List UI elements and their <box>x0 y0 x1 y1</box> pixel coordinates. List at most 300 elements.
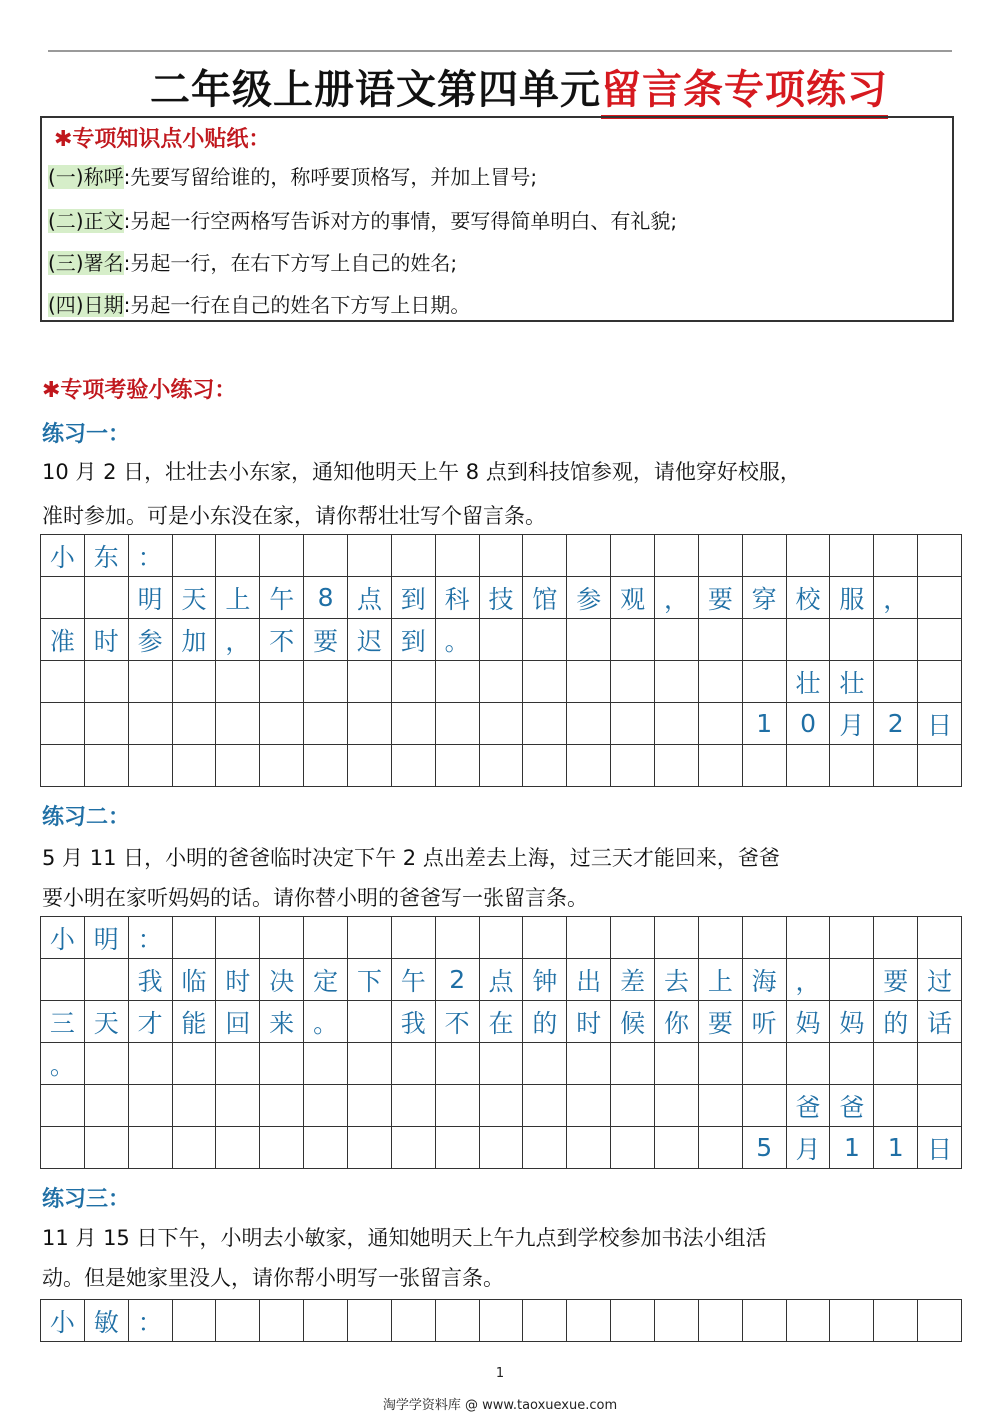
grid-cell[interactable] <box>699 619 743 661</box>
grid-cell[interactable]: 技 <box>480 577 524 619</box>
grid-cell[interactable] <box>523 1127 567 1169</box>
grid-cell[interactable] <box>918 577 962 619</box>
grid-cell[interactable] <box>260 661 304 703</box>
grid-row <box>41 1001 962 1043</box>
grid-cell[interactable] <box>611 1127 655 1169</box>
grid-cell[interactable] <box>787 535 831 577</box>
grid-cell[interactable] <box>480 703 524 745</box>
grid-cell[interactable]: 0 <box>787 703 831 745</box>
grid-cell[interactable]: 2 <box>436 959 480 1001</box>
grid-cell[interactable] <box>699 535 743 577</box>
grid-cell[interactable]: 要 <box>699 577 743 619</box>
grid-cell[interactable] <box>129 703 173 745</box>
grid-cell[interactable] <box>348 535 392 577</box>
grid-cell[interactable] <box>655 661 699 703</box>
grid-cell[interactable]: 过 <box>918 959 962 1001</box>
grid-cell[interactable] <box>480 619 524 661</box>
grid-cell[interactable] <box>480 917 524 959</box>
grid-cell[interactable] <box>173 1085 217 1127</box>
grid-cell[interactable] <box>436 1300 480 1342</box>
grid-cell[interactable]: ， <box>655 577 699 619</box>
grid-cell[interactable]: 1 <box>743 703 787 745</box>
grid-cell[interactable]: 出 <box>567 959 611 1001</box>
grid-cell[interactable] <box>918 619 962 661</box>
grid-cell[interactable] <box>787 1043 831 1085</box>
grid-cell[interactable] <box>567 661 611 703</box>
grid-cell[interactable] <box>874 535 918 577</box>
grid-cell[interactable] <box>436 917 480 959</box>
grid-cell[interactable] <box>392 535 436 577</box>
grid-cell[interactable]: 海 <box>743 959 787 1001</box>
grid-cell[interactable] <box>830 1043 874 1085</box>
grid-cell[interactable] <box>129 1043 173 1085</box>
grid-cell[interactable]: 明 <box>85 917 129 959</box>
grid-cell[interactable] <box>567 745 611 787</box>
grid-cell[interactable] <box>304 535 348 577</box>
grid-cell[interactable] <box>699 1043 743 1085</box>
grid-cell[interactable] <box>41 959 85 1001</box>
grid-cell[interactable]: 要 <box>304 619 348 661</box>
grid-cell[interactable] <box>918 535 962 577</box>
grid-cell[interactable] <box>348 1085 392 1127</box>
knowledge-item-text: :先要写留给谁的，称呼要顶格写，并加上冒号; <box>123 165 538 189</box>
grid-cell[interactable] <box>787 619 831 661</box>
grid-cell[interactable] <box>85 661 129 703</box>
grid-cell[interactable]: 日 <box>918 703 962 745</box>
grid-cell[interactable] <box>523 1043 567 1085</box>
grid-cell[interactable]: 妈 <box>830 1001 874 1043</box>
grid-cell[interactable] <box>567 1043 611 1085</box>
grid-cell[interactable] <box>436 1085 480 1127</box>
grid-cell[interactable] <box>260 1085 304 1127</box>
grid-cell[interactable] <box>304 745 348 787</box>
practice-heading: ✱专项考验小练习： <box>42 378 237 403</box>
grid-cell[interactable] <box>655 1127 699 1169</box>
grid-cell[interactable] <box>436 745 480 787</box>
grid-cell[interactable] <box>216 1043 260 1085</box>
grid-cell[interactable] <box>392 1127 436 1169</box>
grid-cell[interactable] <box>611 1085 655 1127</box>
grid-row <box>41 535 962 577</box>
grid-cell[interactable] <box>874 1085 918 1127</box>
grid-cell[interactable]: 穿 <box>743 577 787 619</box>
grid-cell[interactable] <box>348 745 392 787</box>
grid-cell[interactable]: 要 <box>699 1001 743 1043</box>
grid-cell[interactable] <box>436 1127 480 1169</box>
grid-cell[interactable] <box>918 1085 962 1127</box>
grid-cell[interactable]: 参 <box>567 577 611 619</box>
grid-cell[interactable] <box>480 745 524 787</box>
exercise-title: 练习二： <box>42 805 131 830</box>
grid-cell[interactable] <box>918 1300 962 1342</box>
grid-cell[interactable] <box>523 1300 567 1342</box>
grid-cell[interactable] <box>655 619 699 661</box>
grid-cell[interactable]: 明 <box>129 577 173 619</box>
grid-cell[interactable]: 东 <box>85 535 129 577</box>
grid-cell[interactable] <box>436 703 480 745</box>
grid-cell[interactable]: 小 <box>41 1300 85 1342</box>
grid-cell[interactable]: 决 <box>260 959 304 1001</box>
grid-cell[interactable]: 上 <box>216 577 260 619</box>
knowledge-item <box>48 248 457 278</box>
grid-cell[interactable] <box>260 535 304 577</box>
grid-cell[interactable] <box>173 703 217 745</box>
grid-cell[interactable]: 来 <box>260 1001 304 1043</box>
grid-cell[interactable] <box>567 917 611 959</box>
grid-cell[interactable] <box>655 703 699 745</box>
grid-cell[interactable] <box>260 745 304 787</box>
grid-cell[interactable] <box>85 703 129 745</box>
grid-cell[interactable] <box>523 535 567 577</box>
grid-cell[interactable]: 小 <box>41 535 85 577</box>
grid-cell[interactable] <box>216 535 260 577</box>
grid-cell[interactable] <box>699 1127 743 1169</box>
grid-cell[interactable] <box>348 917 392 959</box>
grid-cell[interactable]: 三 <box>41 1001 85 1043</box>
knowledge-item-label: (一)称呼 <box>48 165 124 189</box>
grid-cell[interactable] <box>699 1085 743 1127</box>
grid-cell[interactable] <box>129 1085 173 1127</box>
page-title <box>150 58 888 115</box>
grid-cell[interactable]: 回 <box>216 1001 260 1043</box>
grid-cell[interactable] <box>41 577 85 619</box>
grid-cell[interactable] <box>173 535 217 577</box>
grid-cell[interactable] <box>830 745 874 787</box>
grid-cell[interactable] <box>216 703 260 745</box>
grid-cell[interactable] <box>743 1085 787 1127</box>
writing-grid[interactable] <box>40 1299 962 1342</box>
grid-cell[interactable] <box>304 661 348 703</box>
grid-cell[interactable]: 。 <box>41 1043 85 1085</box>
grid-cell[interactable] <box>216 1300 260 1342</box>
grid-cell[interactable] <box>216 661 260 703</box>
grid-cell[interactable] <box>655 917 699 959</box>
grid-row <box>41 745 962 787</box>
grid-cell[interactable]: 差 <box>611 959 655 1001</box>
grid-cell[interactable]: 月 <box>787 1127 831 1169</box>
grid-cell[interactable] <box>392 1085 436 1127</box>
grid-cell[interactable]: 能 <box>173 1001 217 1043</box>
grid-cell[interactable] <box>655 745 699 787</box>
grid-cell[interactable]: 我 <box>129 959 173 1001</box>
grid-cell[interactable]: 天 <box>173 577 217 619</box>
exercise-title: 练习三： <box>42 1187 131 1212</box>
grid-row <box>41 619 962 661</box>
grid-cell[interactable] <box>611 661 655 703</box>
grid-cell[interactable]: 你 <box>655 1001 699 1043</box>
knowledge-item <box>48 290 470 320</box>
grid-cell[interactable]: 时 <box>567 1001 611 1043</box>
grid-cell[interactable] <box>260 703 304 745</box>
grid-cell[interactable]: 天 <box>85 1001 129 1043</box>
grid-cell[interactable] <box>480 1127 524 1169</box>
grid-cell[interactable]: 迟 <box>348 619 392 661</box>
grid-cell[interactable] <box>743 917 787 959</box>
grid-cell[interactable]: 壮 <box>830 661 874 703</box>
grid-cell[interactable]: 5 <box>743 1127 787 1169</box>
grid-cell[interactable] <box>85 1127 129 1169</box>
knowledge-item <box>48 206 677 236</box>
grid-cell[interactable] <box>523 703 567 745</box>
grid-cell[interactable] <box>85 1085 129 1127</box>
grid-cell[interactable]: ： <box>129 1300 173 1342</box>
grid-cell[interactable] <box>260 917 304 959</box>
grid-cell[interactable] <box>874 1043 918 1085</box>
grid-cell[interactable]: 候 <box>611 1001 655 1043</box>
grid-cell[interactable] <box>85 745 129 787</box>
grid-cell[interactable]: 听 <box>743 1001 787 1043</box>
grid-cell[interactable] <box>348 661 392 703</box>
grid-cell[interactable]: 下 <box>348 959 392 1001</box>
grid-cell[interactable]: 午 <box>392 959 436 1001</box>
grid-cell[interactable] <box>173 745 217 787</box>
exercise-title: 练习一： <box>42 422 131 447</box>
grid-cell[interactable] <box>743 535 787 577</box>
grid-cell[interactable]: 8 <box>304 577 348 619</box>
grid-cell[interactable] <box>480 1043 524 1085</box>
grid-cell[interactable] <box>874 745 918 787</box>
grid-cell[interactable] <box>874 917 918 959</box>
grid-cell[interactable] <box>85 959 129 1001</box>
knowledge-item-label: (二)正文 <box>48 209 124 233</box>
grid-cell[interactable] <box>129 1127 173 1169</box>
grid-cell[interactable]: 妈 <box>787 1001 831 1043</box>
grid-cell[interactable]: 。 <box>436 619 480 661</box>
grid-cell[interactable] <box>392 1300 436 1342</box>
grid-row <box>41 959 962 1001</box>
exercise-prompt-line: 5 月 11 日，小明的爸爸临时决定下午 2 点出差去上海，过三天才能回来，爸爸 <box>42 846 780 870</box>
grid-cell[interactable] <box>699 703 743 745</box>
grid-cell[interactable] <box>41 1127 85 1169</box>
page-number: 1 <box>495 1366 505 1381</box>
grid-cell[interactable] <box>41 1085 85 1127</box>
grid-cell[interactable] <box>567 619 611 661</box>
grid-cell[interactable] <box>392 1043 436 1085</box>
grid-cell[interactable]: 在 <box>480 1001 524 1043</box>
grid-cell[interactable] <box>480 1085 524 1127</box>
grid-cell[interactable] <box>304 1043 348 1085</box>
grid-cell[interactable]: 观 <box>611 577 655 619</box>
grid-cell[interactable]: 爸 <box>787 1085 831 1127</box>
grid-cell[interactable]: 不 <box>436 1001 480 1043</box>
grid-cell[interactable] <box>523 1085 567 1127</box>
grid-cell[interactable] <box>611 535 655 577</box>
grid-cell[interactable] <box>918 917 962 959</box>
grid-cell[interactable] <box>348 1043 392 1085</box>
grid-cell[interactable] <box>918 661 962 703</box>
grid-cell[interactable] <box>216 745 260 787</box>
grid-cell[interactable] <box>699 661 743 703</box>
grid-cell[interactable]: 要 <box>874 959 918 1001</box>
grid-cell[interactable]: 1 <box>830 1127 874 1169</box>
grid-cell[interactable] <box>874 1300 918 1342</box>
grid-cell[interactable] <box>523 619 567 661</box>
grid-cell[interactable] <box>480 1300 524 1342</box>
grid-cell[interactable] <box>567 1127 611 1169</box>
grid-cell[interactable] <box>743 1043 787 1085</box>
grid-cell[interactable]: 点 <box>480 959 524 1001</box>
grid-cell[interactable] <box>830 619 874 661</box>
grid-cell[interactable]: 定 <box>304 959 348 1001</box>
grid-cell[interactable]: 到 <box>392 619 436 661</box>
grid-cell[interactable] <box>41 703 85 745</box>
grid-cell[interactable] <box>392 661 436 703</box>
grid-cell[interactable]: 我 <box>392 1001 436 1043</box>
grid-cell[interactable] <box>699 1300 743 1342</box>
grid-cell[interactable]: ， <box>787 959 831 1001</box>
writing-grid[interactable] <box>40 916 962 1169</box>
grid-cell[interactable] <box>611 917 655 959</box>
grid-cell[interactable] <box>216 1085 260 1127</box>
grid-cell[interactable] <box>523 917 567 959</box>
grid-cell[interactable] <box>743 1300 787 1342</box>
grid-cell[interactable] <box>655 1300 699 1342</box>
grid-cell[interactable] <box>129 745 173 787</box>
grid-cell[interactable]: 馆 <box>523 577 567 619</box>
grid-cell[interactable]: 科 <box>436 577 480 619</box>
grid-cell[interactable] <box>830 1300 874 1342</box>
grid-cell[interactable] <box>436 661 480 703</box>
grid-cell[interactable]: 1 <box>874 1127 918 1169</box>
grid-cell[interactable] <box>611 1043 655 1085</box>
grid-cell[interactable]: ， <box>874 577 918 619</box>
grid-cell[interactable] <box>655 535 699 577</box>
grid-cell[interactable] <box>216 917 260 959</box>
grid-cell[interactable]: 的 <box>874 1001 918 1043</box>
grid-cell[interactable] <box>830 535 874 577</box>
grid-cell[interactable]: 加 <box>173 619 217 661</box>
grid-cell[interactable] <box>567 1300 611 1342</box>
grid-cell[interactable]: 点 <box>348 577 392 619</box>
grid-cell[interactable] <box>611 1300 655 1342</box>
grid-cell[interactable] <box>874 661 918 703</box>
grid-cell[interactable]: 爸 <box>830 1085 874 1127</box>
grid-cell[interactable] <box>743 661 787 703</box>
grid-cell[interactable]: 。 <box>304 1001 348 1043</box>
grid-cell[interactable]: 日 <box>918 1127 962 1169</box>
grid-cell[interactable] <box>129 661 173 703</box>
grid-cell[interactable] <box>392 703 436 745</box>
grid-cell[interactable] <box>304 1127 348 1169</box>
grid-cell[interactable] <box>348 703 392 745</box>
grid-cell[interactable] <box>611 703 655 745</box>
grid-cell[interactable] <box>348 1300 392 1342</box>
grid-cell[interactable]: 钟 <box>523 959 567 1001</box>
grid-cell[interactable] <box>743 619 787 661</box>
grid-cell[interactable] <box>830 959 874 1001</box>
grid-cell[interactable]: 敏 <box>85 1300 129 1342</box>
grid-cell[interactable]: ： <box>129 535 173 577</box>
grid-cell[interactable] <box>567 535 611 577</box>
grid-cell[interactable] <box>436 535 480 577</box>
grid-cell[interactable] <box>85 1043 129 1085</box>
grid-cell[interactable]: 校 <box>787 577 831 619</box>
grid-cell[interactable] <box>743 745 787 787</box>
grid-cell[interactable] <box>567 1085 611 1127</box>
grid-cell[interactable] <box>41 661 85 703</box>
grid-cell[interactable] <box>85 577 129 619</box>
grid-cell[interactable]: 参 <box>129 619 173 661</box>
grid-cell[interactable] <box>567 703 611 745</box>
grid-cell[interactable] <box>699 745 743 787</box>
grid-cell[interactable] <box>260 1043 304 1085</box>
grid-cell[interactable] <box>173 1043 217 1085</box>
grid-cell[interactable] <box>348 1127 392 1169</box>
grid-cell[interactable]: 话 <box>918 1001 962 1043</box>
grid-cell[interactable] <box>611 619 655 661</box>
grid-cell[interactable]: 时 <box>85 619 129 661</box>
top-rule <box>48 50 952 52</box>
grid-cell[interactable]: 上 <box>699 959 743 1001</box>
grid-cell[interactable] <box>392 917 436 959</box>
grid-cell[interactable]: 临 <box>173 959 217 1001</box>
grid-cell[interactable]: 小 <box>41 917 85 959</box>
grid-cell[interactable] <box>216 1127 260 1169</box>
grid-cell[interactable] <box>830 917 874 959</box>
grid-cell[interactable] <box>260 1300 304 1342</box>
knowledge-item-label: (四)日期 <box>48 293 124 317</box>
grid-cell[interactable]: 去 <box>655 959 699 1001</box>
grid-cell[interactable]: 到 <box>392 577 436 619</box>
grid-cell[interactable]: 的 <box>523 1001 567 1043</box>
grid-cell[interactable] <box>787 917 831 959</box>
grid-cell[interactable]: 准 <box>41 619 85 661</box>
grid-cell[interactable]: 壮 <box>787 661 831 703</box>
grid-cell[interactable] <box>918 745 962 787</box>
grid-cell[interactable]: 不 <box>260 619 304 661</box>
grid-cell[interactable]: 服 <box>830 577 874 619</box>
grid-cell[interactable]: 才 <box>129 1001 173 1043</box>
grid-cell[interactable] <box>874 619 918 661</box>
writing-grid[interactable] <box>40 534 962 787</box>
grid-cell[interactable] <box>304 1085 348 1127</box>
title-highlight: 留言条专项练习 <box>601 58 888 115</box>
grid-cell[interactable] <box>480 661 524 703</box>
grid-cell[interactable] <box>173 917 217 959</box>
grid-cell[interactable] <box>260 1127 304 1169</box>
grid-cell[interactable] <box>523 661 567 703</box>
grid-cell[interactable] <box>611 745 655 787</box>
grid-cell[interactable] <box>173 661 217 703</box>
grid-cell[interactable]: 月 <box>830 703 874 745</box>
grid-cell[interactable] <box>523 745 567 787</box>
grid-cell[interactable] <box>699 917 743 959</box>
grid-cell[interactable] <box>304 917 348 959</box>
grid-cell[interactable] <box>436 1043 480 1085</box>
grid-cell[interactable]: ， <box>216 619 260 661</box>
exercise-prompt-line: 动。但是她家里没人，请你帮小明写一张留言条。 <box>42 1266 504 1290</box>
grid-cell[interactable] <box>173 1300 217 1342</box>
grid-cell[interactable]: 午 <box>260 577 304 619</box>
grid-cell[interactable] <box>173 1127 217 1169</box>
grid-row <box>41 917 962 959</box>
grid-cell[interactable]: ： <box>129 917 173 959</box>
exercise-prompt-line: 11 月 15 日下午，小明去小敏家，通知她明天上午九点到学校参加书法小组活 <box>42 1226 767 1250</box>
grid-cell[interactable] <box>918 1043 962 1085</box>
grid-cell[interactable] <box>41 745 85 787</box>
grid-cell[interactable] <box>655 1085 699 1127</box>
grid-cell[interactable] <box>348 1001 392 1043</box>
grid-cell[interactable] <box>480 535 524 577</box>
grid-cell[interactable] <box>787 745 831 787</box>
grid-cell[interactable] <box>304 703 348 745</box>
grid-cell[interactable] <box>787 1300 831 1342</box>
grid-cell[interactable]: 2 <box>874 703 918 745</box>
grid-cell[interactable]: 时 <box>216 959 260 1001</box>
grid-cell[interactable] <box>392 745 436 787</box>
grid-cell[interactable] <box>655 1043 699 1085</box>
grid-cell[interactable] <box>304 1300 348 1342</box>
